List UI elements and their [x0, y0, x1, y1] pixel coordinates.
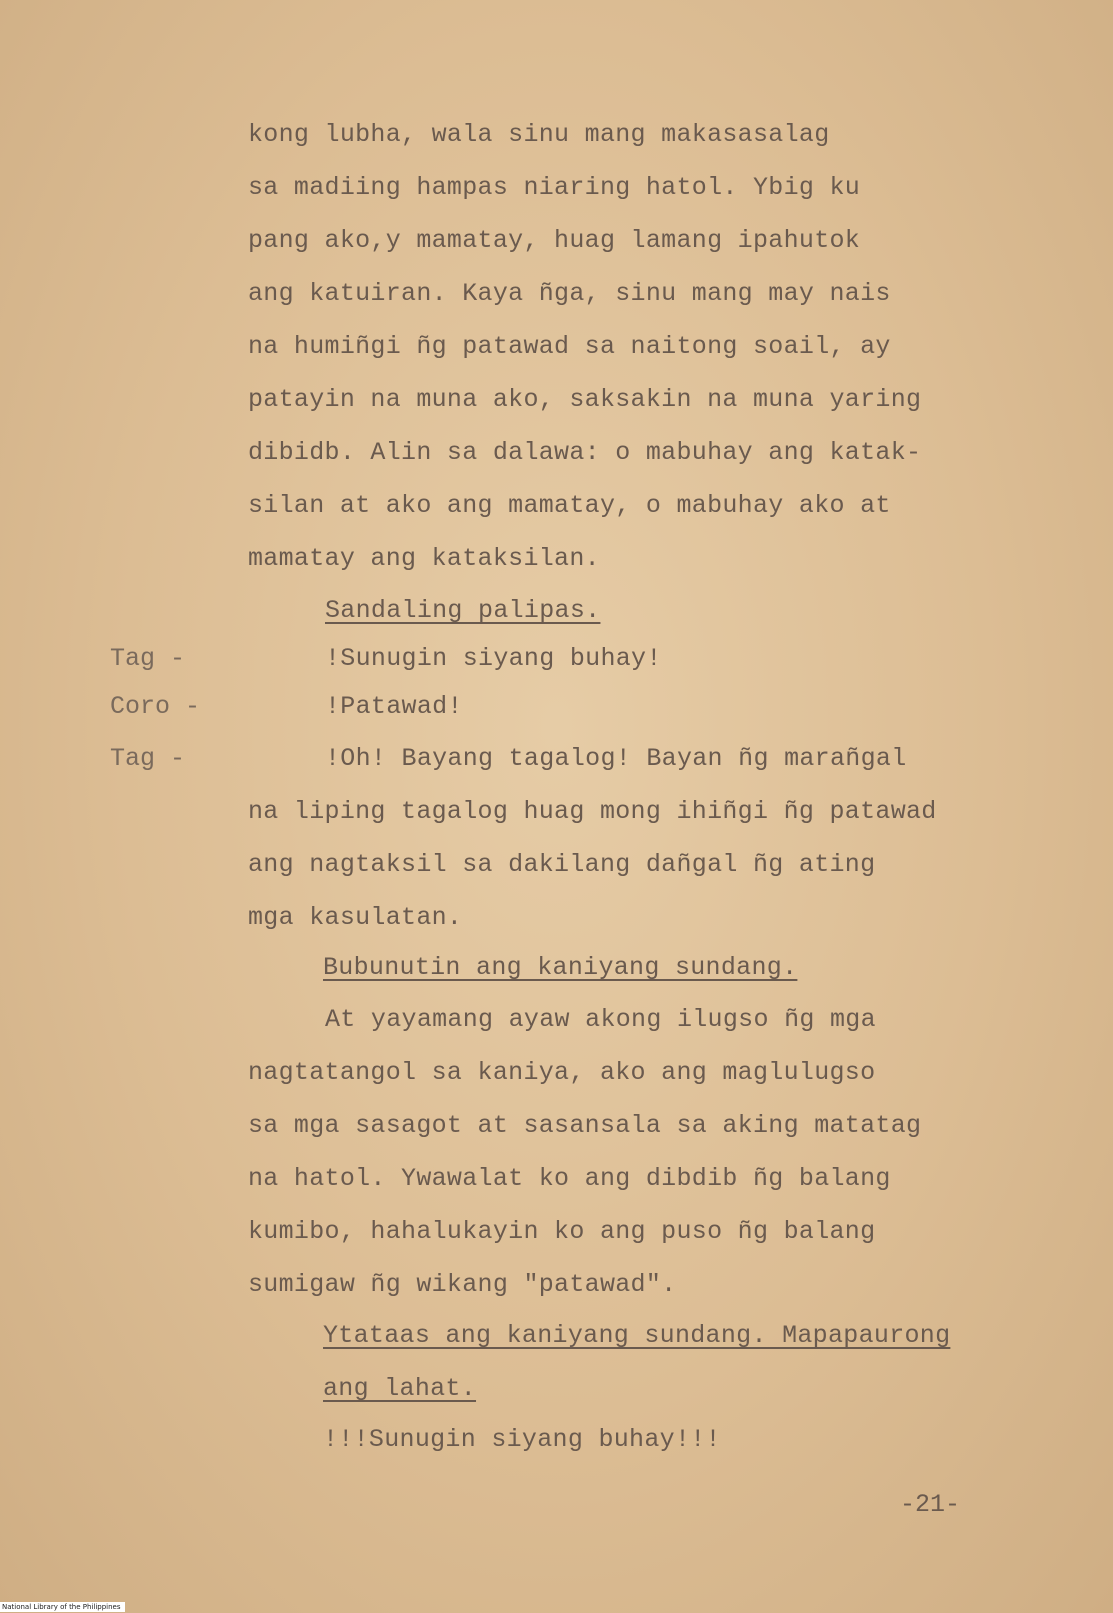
text-line: ang nagtaksil sa dakilang dañgal ñg ating — [248, 850, 876, 879]
stage-direction: ang lahat. — [323, 1374, 477, 1403]
text-line: na hatol. Ywawalat ko ang dibdib ñg balang — [248, 1164, 891, 1193]
text-line: sa mga sasagot at sasansala sa aking matatag — [248, 1111, 922, 1140]
text-line: patayin na muna ako, saksakin na muna yaring — [248, 385, 922, 414]
speaker-label: Tag - — [110, 644, 186, 673]
stage-direction: Ytataas ang kaniyang sundang. Mapapaurong — [323, 1321, 951, 1350]
text-line: ang katuiran. Kaya ñga, sinu mang may nais — [248, 279, 891, 308]
speaker-label: Tag - — [110, 744, 186, 773]
text-line: sumigaw ñg wikang "patawad". — [248, 1270, 677, 1299]
text-line: mamatay ang kataksilan. — [248, 544, 600, 573]
text-line: kong lubha, wala sinu mang makasasalag — [248, 120, 830, 149]
stage-direction: Bubunutin ang kaniyang sundang. — [323, 953, 798, 982]
stage-direction: Sandaling palipas. — [325, 596, 601, 625]
dialogue-line: !!!Sunugin siyang buhay!!! — [323, 1425, 721, 1454]
dialogue-line: !Sunugin siyang buhay! — [325, 644, 662, 673]
text-line: na liping tagalog huag mong ihiñgi ñg patawad — [248, 797, 937, 826]
text-line: dibidb. Alin sa dalawa: o mabuhay ang katak- — [248, 438, 922, 467]
dialogue-line: !Patawad! — [325, 692, 463, 721]
text-line: pang ako,y mamatay, huag lamang ipahutok — [248, 226, 861, 255]
text-line: mga kasulatan. — [248, 903, 463, 932]
speaker-label: Coro - — [110, 692, 201, 721]
text-line: kumibo, hahalukayin ko ang puso ñg balang — [248, 1217, 876, 1246]
page-number: -21- — [900, 1490, 961, 1519]
text-line: nagtatangol sa kaniya, ako ang maglulugso — [248, 1058, 876, 1087]
text-line: silan at ako ang mamatay, o mabuhay ako at — [248, 491, 891, 520]
text-line: At yayamang ayaw akong ilugso ñg mga — [325, 1005, 876, 1034]
library-footer: National Library of the Philippines — [0, 1602, 125, 1612]
text-line: sa madiing hampas niaring hatol. Ybig ku — [248, 173, 861, 202]
text-line: na humiñgi ñg patawad sa naitong soail, ay — [248, 332, 891, 361]
dialogue-line: !Oh! Bayang tagalog! Bayan ñg marañgal — [325, 744, 907, 773]
